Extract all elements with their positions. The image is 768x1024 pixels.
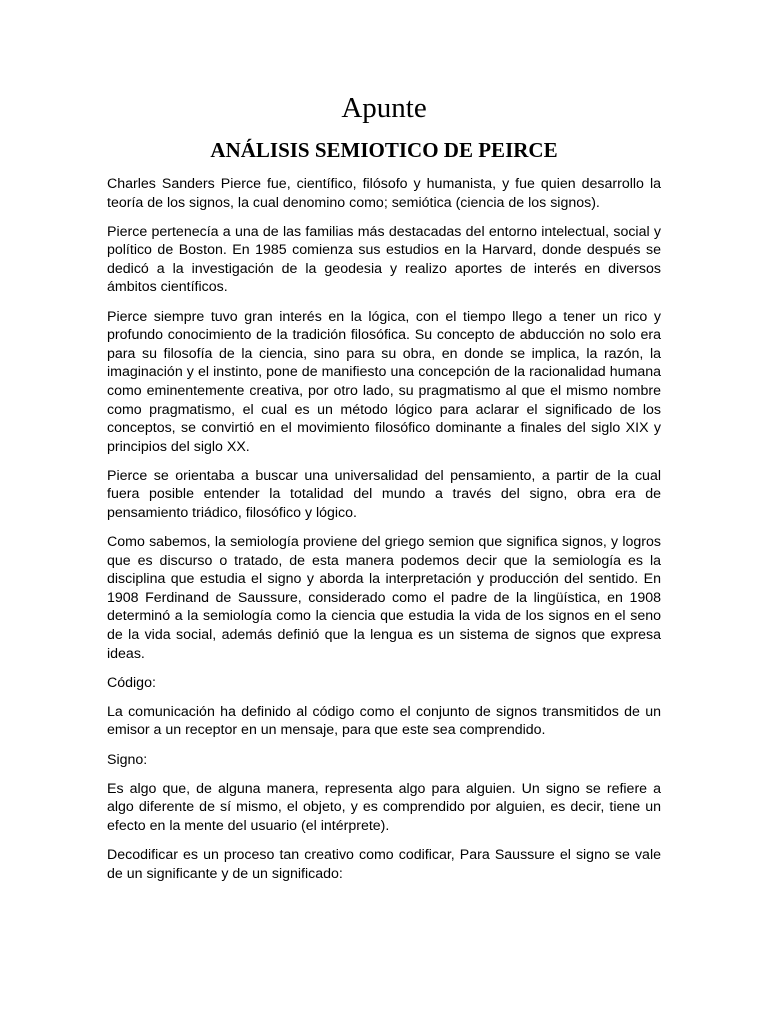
document-title: Apunte: [341, 92, 427, 124]
paragraph-intro: Charles Sanders Pierce fue, científico, filósofo y humanista, y fue quien desarrollo la teoría de los signos, la cual denomino como; semiótica (ciencia de los signos).: [107, 176, 661, 211]
document-page: [107, 88, 661, 894]
paragraph-logic: Pierce siempre tuvo gran interés en la lógica, con el tiempo llego a tener un rico y profundo conocimiento de la tradición filosófica. Su concepto de abducción no solo era para su filosofía de la ciencia, sino para su obra, en donde se implica, la razón, la imaginación y el instinto, pone de manifiesto una concepción de la racionalidad humana como eminentemente creativa, por otro lado, su pragmatismo al que el mismo nombre como pragmatismo, el cual es un método lógico para aclarar el significado de los conceptos, se convirtió en el movimiento filosófico dominante a finales del siglo XIX y principios del siglo XX.: [107, 308, 661, 455]
paragraph-codigo: La comunicación ha definido al código como el conjunto de signos transmitidos de un emisor a un receptor en un mensaje, para que este sea comprendido.: [107, 703, 661, 739]
paragraph-semiology: Como sabemos, la semiología proviene del griego semion que significa signos, y logros que es discurso o tratado, de esta manera podemos decir que la semiología es la disciplina que estudia el signo y aborda la interpretación y producción del sentido. En 1908 Ferdinand de Saussure, considerado como el padre de la lingüística, en 1908 determinó a la semiología como la ciencia que estudia la vida de los signos en el seno de la vida social, además definió que la lengua es un sistema de signos que expresa ideas.: [107, 534, 661, 662]
paragraph-family: Pierce pertenecía a una de las familias más destacadas del entorno intelectual, social y político de Boston. En 1985 comienza sus estudios en la Harvard, donde después se dedicó a la investigación de la geodesia y realizo aportes de interés en diversos ámbitos científicos.: [107, 223, 661, 296]
paragraph-universality: Pierce se orientaba a buscar una universalidad del pensamiento, a partir de la cual fuera posible entender la totalidad del mundo a través del signo, obra era de pensamiento triádico, filosófico y lógico.: [107, 467, 661, 521]
paragraph-signo: Es algo que, de alguna manera, representa algo para alguien. Un signo se refiere a algo diferente de sí mismo, el objeto, y es comprendido por alguien, es decir, tiene un efecto en la mente del usuario (el intérprete).: [107, 780, 661, 834]
paragraph-decodificar: Decodificar es un proceso tan creativo como codificar, Para Saussure el signo se vale de un significante y de un significado:: [107, 846, 661, 882]
document-subtitle: ANÁLISIS SEMIOTICO DE PEIRCE: [210, 138, 558, 162]
heading-codigo: Código:: [107, 674, 156, 691]
heading-signo: Signo:: [107, 751, 148, 768]
